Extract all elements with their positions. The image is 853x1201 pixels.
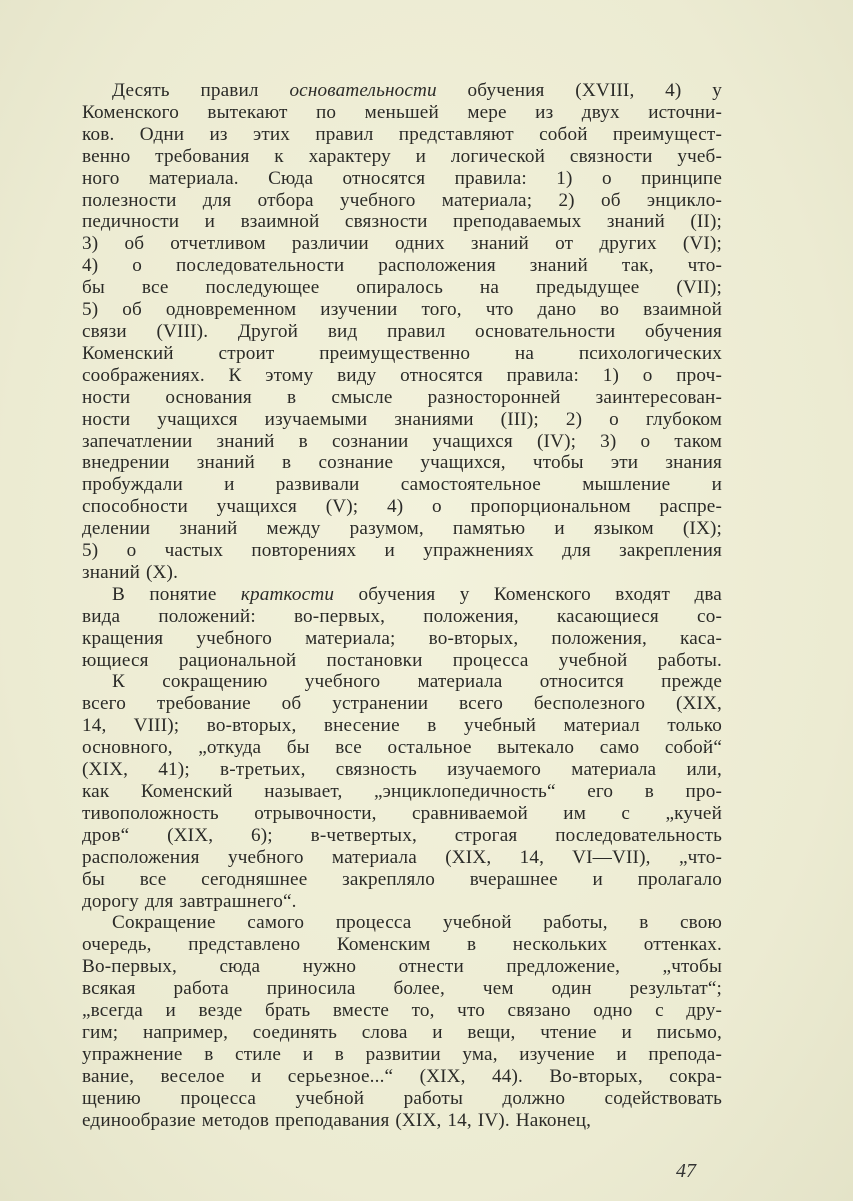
- text-line: венно требования к характеру и логической связности учеб-: [82, 145, 722, 167]
- text-line: (XIX, 41); в-третьих, связность изучаемого материала или,: [82, 759, 722, 781]
- text-line: [82, 584, 722, 606]
- text-segment: Десять правил: [112, 80, 290, 101]
- text-line: всякая работа приносила более, чем один результат“;: [82, 978, 722, 1000]
- emphasized-term: основательности: [289, 80, 437, 101]
- text-line: Коменского вытекают по меньшей мере из двух источни-: [82, 101, 722, 123]
- text-line: щению процесса учебной работы должно содействовать: [82, 1087, 722, 1109]
- text-line: бы все сегодняшнее закрепляло вчерашнее и пролагало: [82, 868, 722, 890]
- text-line: запечатлении знаний в сознании учащихся (IV); 3) о таком: [82, 430, 722, 452]
- text-line: 5) об одновременном изучении того, что дано во взаимной: [82, 299, 722, 321]
- text-line: 5) о частых повторениях и упражнениях для закрепления: [82, 540, 722, 562]
- text-line: [82, 80, 722, 102]
- text-line: тивоположность отрывочности, сравниваемой им с „кучей: [82, 802, 722, 824]
- text-line: как Коменский называет, „энциклопедичность“ его в про-: [82, 781, 722, 802]
- text-line: Коменский строит преимущественно на психологических: [82, 342, 722, 364]
- paragraph: [82, 584, 722, 672]
- text-line: Сокращение самого процесса учебной работы, в свою: [112, 912, 722, 934]
- text-line: гим; например, соединять слова и вещи, чтение и письмо,: [82, 1021, 722, 1043]
- text-line: вание, веселое и серьезное...“ (XIX, 44). Во-вторых, сокра-: [82, 1065, 722, 1087]
- text-line: полезности для отбора учебного материала; 2) об энцикло-: [82, 189, 722, 211]
- text-line: ков. Одни из этих правил представляют собой преимущест-: [82, 123, 722, 145]
- text-line: ного материала. Сюда относятся правила: 1) о принципе: [82, 167, 722, 189]
- paragraph: [82, 671, 722, 912]
- text-line: единообразие методов преподавания (XIX, 14, IV). Наконец,: [82, 1109, 592, 1131]
- text-line: очередь, представлено Коменским в нескольких оттенках.: [82, 934, 722, 956]
- text-line: дорогу для завтрашнего“.: [82, 890, 297, 912]
- text-line: 3) об отчетливом различии одних знаний от других (VI);: [82, 233, 722, 255]
- text-segment: обучения у Коменского входят два: [334, 583, 722, 605]
- text-line: внедрении знаний в сознание учащихся, чтобы эти знания: [82, 452, 722, 474]
- text-line: связи (VIII). Другой вид правил основательности обучения: [82, 320, 722, 342]
- text-line: бы все последующее опиралось на предыдущее (VII);: [82, 277, 722, 299]
- text-line: вида положений: во-первых, положения, касающиеся со-: [82, 605, 722, 627]
- page-number: 47: [676, 1160, 696, 1182]
- text-line: дров“ (XIX, 6); в-четвертых, строгая последовательность: [82, 824, 722, 846]
- text-line: всего требование об устранении всего бесполезного (XIX,: [82, 693, 722, 715]
- text-line: 14, VIII); во-вторых, внесение в учебный материал только: [82, 715, 722, 737]
- text-segment: обучения (XVIII, 4) у: [436, 80, 722, 101]
- text-line: делении знаний между разумом, памятью и языком (IX);: [82, 518, 722, 540]
- paragraph: [82, 912, 722, 1131]
- text-line: соображениях. К этому виду относятся правила: 1) о проч-: [82, 364, 722, 386]
- emphasized-term: краткости: [240, 583, 335, 605]
- text-line: кращения учебного материала; во-вторых, положения, каса-: [82, 627, 722, 649]
- page-body-text: [82, 80, 722, 1132]
- text-line: пробуждали и развивали самостоятельное мышление и: [82, 474, 722, 496]
- text-line: ющиеся рациональной постановки процесса учебной работы.: [82, 649, 722, 671]
- text-line: ности основания в смысле разносторонней заинтересован-: [82, 386, 722, 408]
- text-line: Во-первых, сюда нужно отнести предложение, „чтобы: [82, 956, 722, 978]
- text-line: расположения учебного материала (XIX, 14, VI—VII), „что-: [82, 846, 722, 868]
- text-line: К сокращению учебного материала относится прежде: [112, 671, 722, 693]
- text-segment: В понятие: [112, 583, 241, 605]
- text-line: знаний (X).: [82, 561, 179, 583]
- paragraph: [82, 80, 722, 584]
- text-line: 4) о последовательности расположения знаний так, что-: [82, 255, 722, 277]
- text-line: упражнение в стиле и в развитии ума, изучение и препода-: [82, 1043, 722, 1065]
- text-line: „всегда и везде брать вместе то, что связано одно с дру-: [82, 1000, 722, 1022]
- text-line: педичности и взаимной связности преподаваемых знаний (II);: [82, 211, 722, 233]
- text-line: ности учащихся изучаемыми знаниями (III); 2) о глубоком: [82, 408, 722, 430]
- text-line: способности учащихся (V); 4) о пропорциональном распре-: [82, 496, 722, 518]
- text-line: основного, „откуда бы все остальное вытекало само собой“: [82, 737, 722, 759]
